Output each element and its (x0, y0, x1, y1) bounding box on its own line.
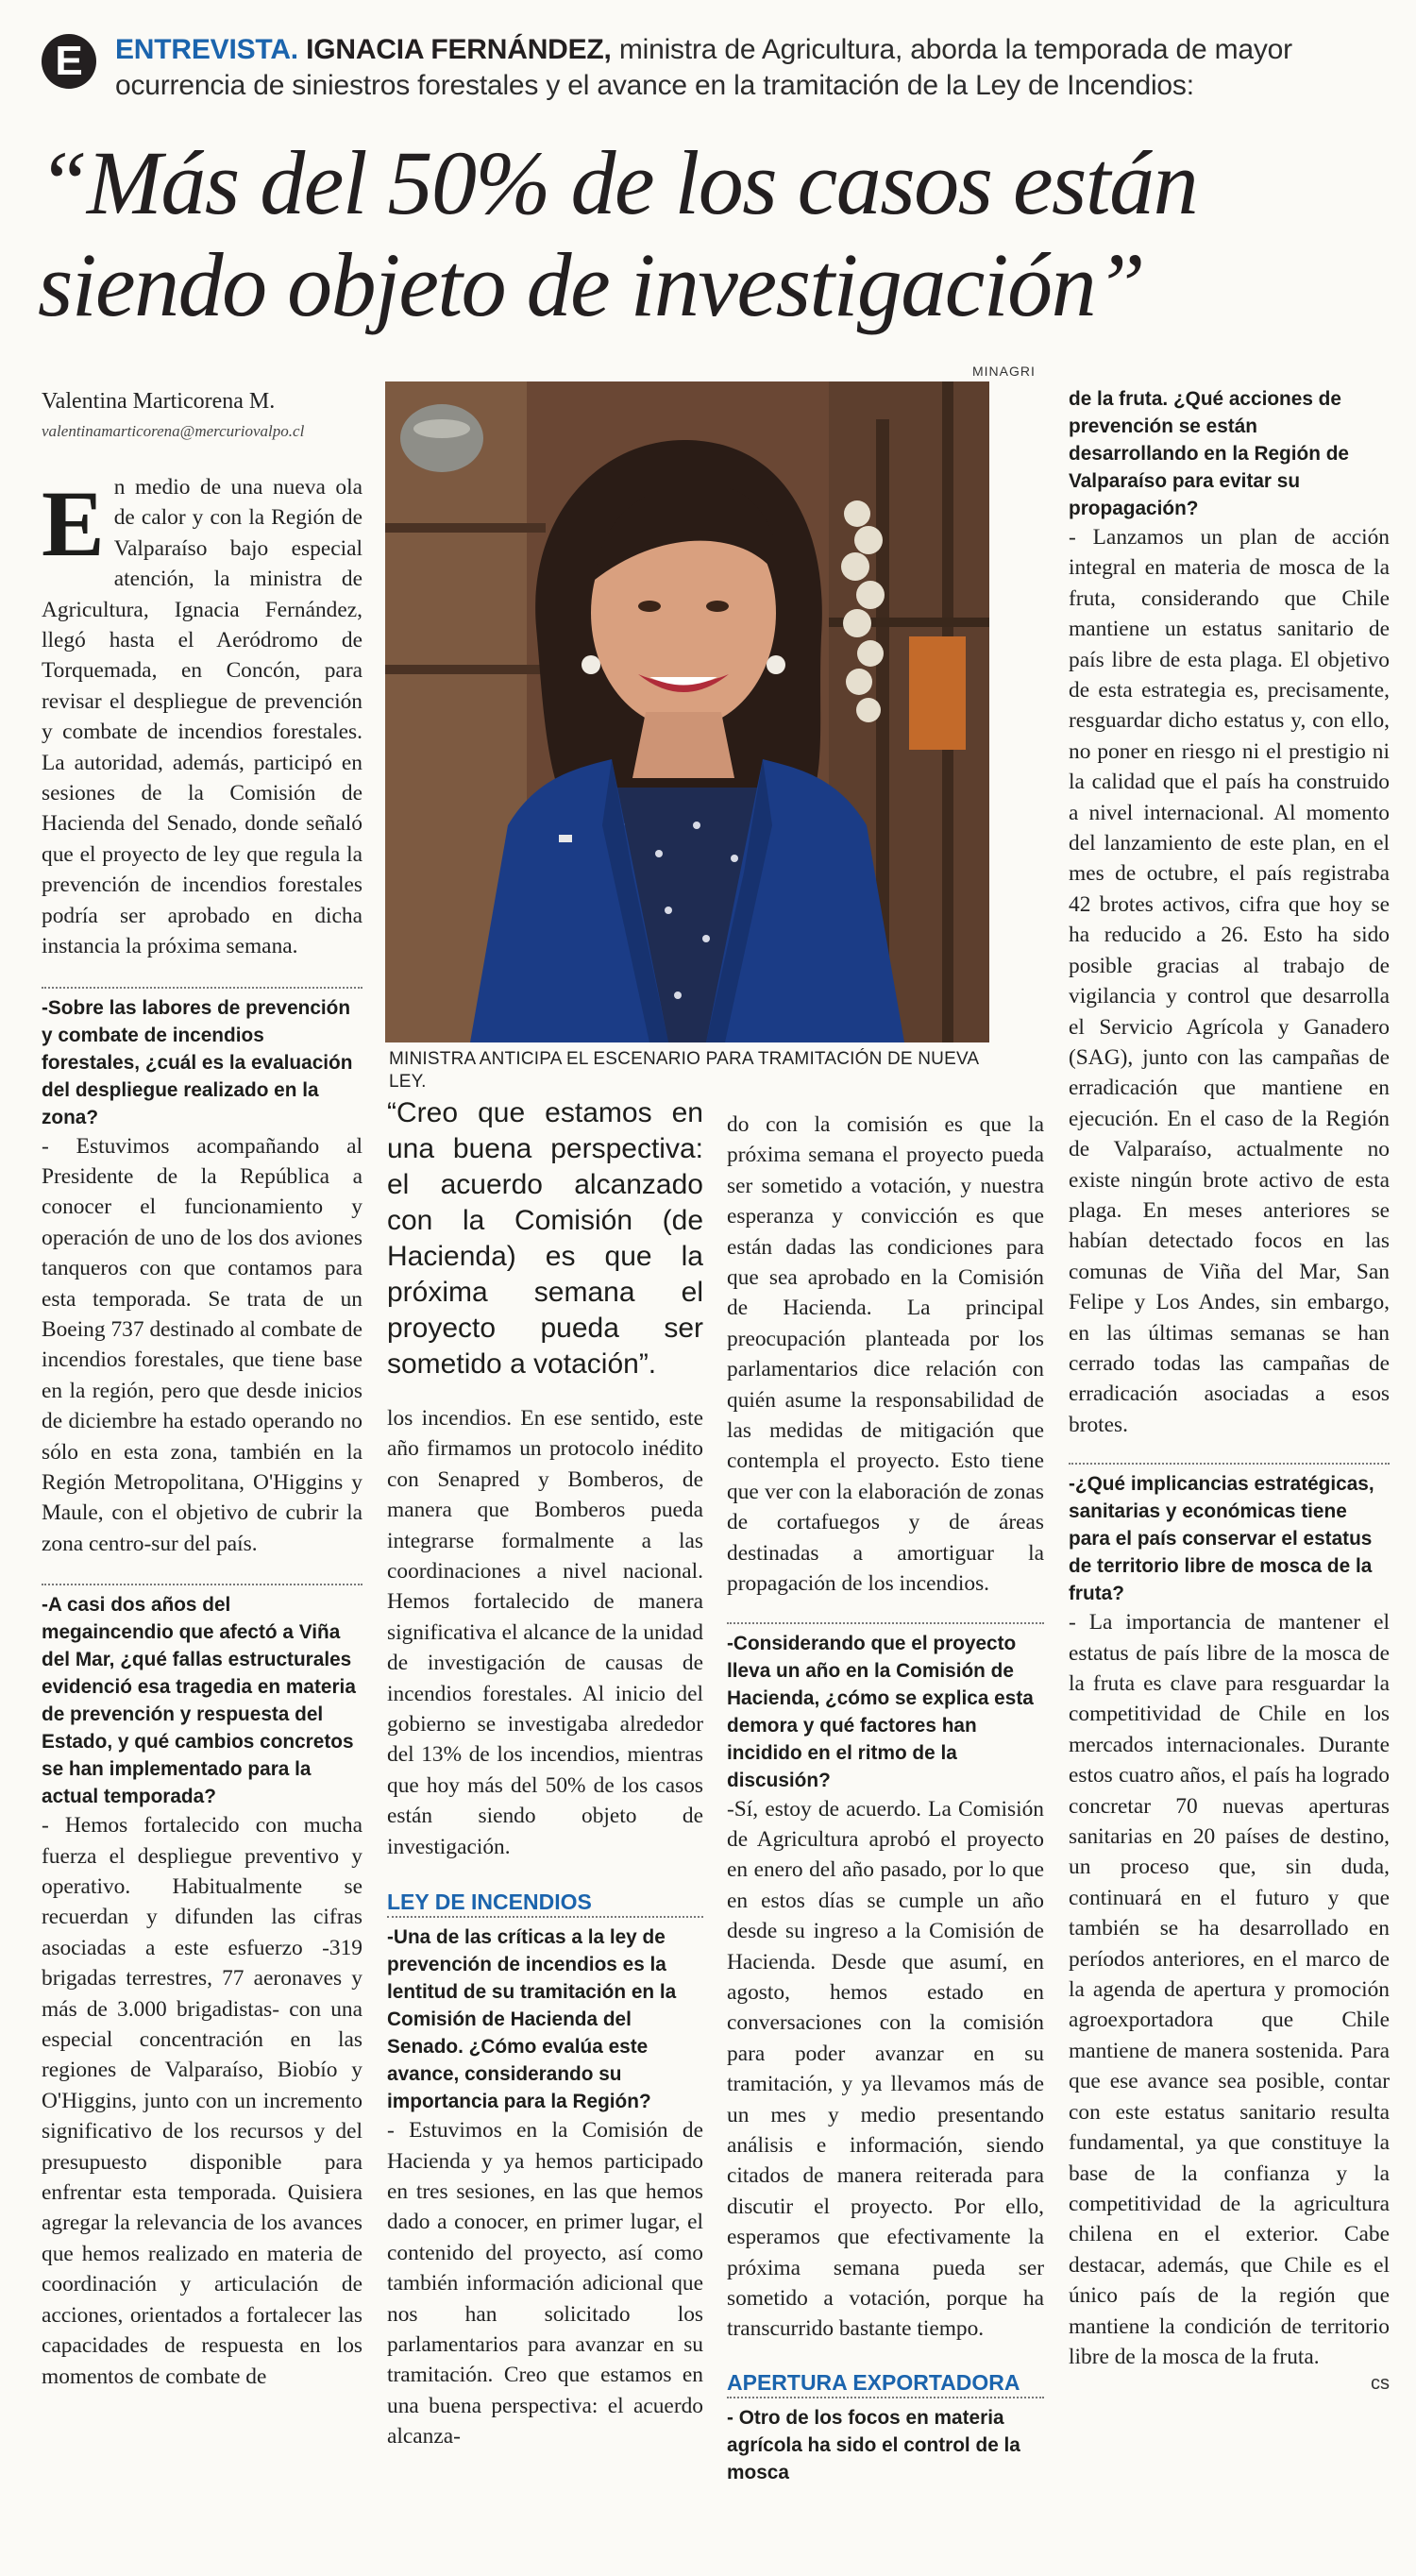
column-3 (727, 1110, 1044, 2486)
photo-credit: MINAGRI (972, 364, 1036, 379)
answer-3: - Estuvimos en la Comisión de Hacienda y ya hemos participado en tres sesiones, en las que hemos dado a conocer, en primer lugar, el contenido del proyecto, así como también información adicional que nos han solicitado los parlamentarios para avanzar en su tramitación. Creo que estamos en una buena perspectiva: el acuerdo alcanza- (387, 2118, 703, 2449)
divider (727, 1622, 1044, 1624)
byline-email: valentinamarticorena@mercuriovalpo.cl (42, 422, 305, 440)
column-1 (42, 472, 362, 2392)
divider (387, 1916, 703, 1918)
column-2 (387, 1095, 703, 2452)
drop-cap: E (42, 471, 105, 576)
divider (727, 2397, 1044, 2398)
answer-6: - La importancia de mantener el estatus de país libre de la mosca de la fruta es clave para resguardar la competitividad de Chile en los mercados internacionales. Durante estos cuatro años, el país ha logrado concretar 70 nuevas aperturas sanitarias en 20 países de destino, un proceso que, sin duda, continuará en el futuro y que también se ha desarrollado en períodos anteriores, en el marco de la agenda de apertura y promoción agroexportadora que Chile mantiene de manera sostenida. Para que ese avance sea posible, contar con este estatus sanitario resulta fundamental, ya que constituye la base de la confianza y la competitividad de la agricultura chilena en el exterior. Cabe destacar, además, que Chile es el único país de la región que mantiene la condición de territorio libre de la mosca de la fruta. (1069, 1610, 1390, 2369)
col2-paragraph: los incendios. En ese sentido, este año firmamos un protocolo inédito con Senapred y Bomberos, de manera que Bomberos pueda integrarse formalmente a las coordinaciones a nivel nacional. Hemos fortalecido de manera significativa el alcance de la unidad de investigación de causas de incendios forestales. Al inicio del gobierno se investigaba alrededor del 13% de los incendios, mientras que hoy más del 50% de los casos están siendo objeto de investigación. (387, 1406, 703, 1859)
end-mark: cs (1371, 2373, 1390, 2395)
question-5-cont: de la fruta. ¿Qué acciones de prevención se están desarrollando en la Región de Valparaíso para evitar su propagación? (1069, 388, 1349, 519)
column-4 (1069, 385, 1390, 2395)
question-4: -Considerando que el proyecto lleva un año en la Comisión de Hacienda, ¿cómo se explica esta demora y qué factores han incidido en el ritmo de la discusión? (727, 1632, 1034, 1791)
kicker-summary: ministra de Agricultura, aborda la temporada de mayor ocurrencia de siniestros forestales y el avance en la tramitación de la Ley de Incendios: (115, 34, 1292, 101)
answer-1: - Estuvimos acompañando al Presidente de la República a conocer el funcionamiento y operación de uno de los dos aviones tanqueros con que contamos para esta temporada. Se trata de un Boeing 737 destinado al combate de incendios forestales, que tiene base en la región, pero que desde inicios de diciembre ha estado operando no sólo en esta zona, también en la Región Metropolitana, O'Higgins y Maule, con el objetivo de cubrir la zona centro-sur del país. (42, 1133, 362, 1556)
headline: “Más del 50% de los casos están siendo objeto de investigación” (38, 132, 1198, 335)
question-5-start: - Otro de los focos en materia agrícola ha sido el control de la mosca (727, 2406, 1020, 2483)
divider (42, 1584, 362, 1585)
question-3: -Una de las críticas a la ley de prevención de incendios es la lentitud de su tramitación en la Comisión de Hacienda del Senado. ¿Cómo evalúa este avance, considerando su importancia para la Región? (387, 1926, 677, 2113)
pull-quote: “Creo que estamos en una buena perspectiva: el acuerdo alcanzado con la Comisión (de Hacienda) es que la próxima semana el proyecto pueda ser sometido a votación”. (387, 1097, 703, 1380)
section-label-apertura: APERTURA EXPORTADORA (727, 2369, 1020, 2395)
kicker (115, 32, 1390, 104)
answer-5: - Lanzamos un plan de acción integral en materia de mosca de la fruta, considerando que Chile mantiene un estatus sanitario de país libre de esta plaga. El objetivo de esta estrategia es, precisamente, resguardar dicho estatus y, con ello, no poner en riesgo ni el prestigio ni la calidad que el país ha construido a nivel internacional. Al momento del lanzamiento de este plan, en el mes de octubre, el país registraba 42 brotes activos, cifra que hoy se ha reducido a 26. Esto ha sido posible gracias al trabajo de vigilancia y control que desarrolla el Servicio Agrícola y Ganadero (SAG), junto con las campañas de erradicación que mantiene en ejecución. En el caso de la Región de Valparaíso, actualmente no existe ningún brote activo de esta plaga. En meses anteriores se habían detectado focos en las comunas de Viña del Mar, San Felipe y Los Andes, sin embargo, en las últimas semanas se han cerrado todas las campañas de erradicación asociadas a esos brotes. (1069, 525, 1390, 1437)
divider (42, 987, 362, 989)
section-badge: E (42, 34, 96, 89)
byline-author: Valentina Marticorena M. (42, 389, 276, 414)
intro-paragraph: n medio de una nueva ola de calor y con la Región de Valparaíso bajo especial atención, la ministra de Agricultura, Ignacia Fernández, llegó hasta el Aeródromo de Torquemada, en Concón, para revisar el despliegue de prevención y combate de incendios forestales. La autoridad, además, participó en sesiones de la Comisión de Hacienda del Senado, donde señaló que el proyecto de ley que regula la prevención de incendios forestales podría ser aprobado en dicha instancia la próxima semana. (42, 475, 362, 959)
divider (1069, 1463, 1390, 1465)
answer-2: - Hemos fortalecido con mucha fuerza el despliegue preventivo y operativo. Habitualmente se recuerdan y difunden las cifras asociadas a este esfuerzo -319 brigadas terrestres, 77 aeronaves y más de 3.000 brigadistas- con una especial concentración en las regiones de Valparaíso, Biobío y O'Higgins, junto con un incremento significativo de los recursos y del presupuesto disponible para enfrentar esta temporada. Quisiera agregar la relevancia de los avances que hemos realizado en materia de coordinación y articulación de acciones, orientados a fortalecer las capacidades de respuesta en los momentos de combate de (42, 1813, 362, 2389)
kicker-name: IGNACIA FERNÁNDEZ, (306, 34, 612, 65)
kicker-tag: ENTREVISTA. (115, 34, 298, 65)
portrait-photo (385, 381, 989, 1042)
section-label-ley: LEY DE INCENDIOS (387, 1890, 592, 1915)
photo-caption: MINISTRA ANTICIPA EL ESCENARIO PARA TRAMITACIÓN DE NUEVA LEY. (389, 1049, 979, 1092)
answer-4: -Sí, estoy de acuerdo. La Comisión de Agricultura aprobó el proyecto en enero del año pasado, por lo que en estos días se cumple un año desde su ingreso a la Comisión de Hacienda. Desde que asumí, en agosto, hemos estado en conversaciones con la comisión para poder avanzar en su tramitación, y ya llevamos más de un mes y medio presentando análisis e información, siendo citados de manera reiterada para discutir el proyecto. Por ello, esperamos que efectivamente la próxima semana pueda ser sometido a votación, porque ha transcurrido bastante tiempo. (727, 1796, 1044, 2342)
question-6: -¿Qué implicancias estratégicas, sanitarias y económicas tiene para el país conservar el estatus de territorio libre de mosca de la fruta? (1069, 1473, 1374, 1605)
portrait-illustration (385, 381, 989, 1042)
question-1: -Sobre las labores de prevención y combate de incendios forestales, ¿cuál es la evaluación del despliegue realizado en la zona? (42, 996, 353, 1128)
question-2: -A casi dos años del megaincendio que afectó a Viña del Mar, ¿qué fallas estructurales evidenció esa tragedia en materia de prevención y respuesta del Estado, y qué cambios concretos se han implementado para la actual temporada? (42, 1594, 356, 1808)
col3-paragraph: do con la comisión es que la próxima semana el proyecto pueda ser sometido a votación, y nuestra esperanza y convicción es que están dadas las condiciones para que sea aprobado en la Comisión de Hacienda. La principal preocupación planteada por los parlamentarios dice relación con quién asume la responsabilidad de las medidas de mitigación que contempla el proyecto. Esto tiene que ver con la elaboración de zonas de cortafuegos y de áreas destinadas a amortiguar la propagación de los incendios. (727, 1112, 1044, 1597)
